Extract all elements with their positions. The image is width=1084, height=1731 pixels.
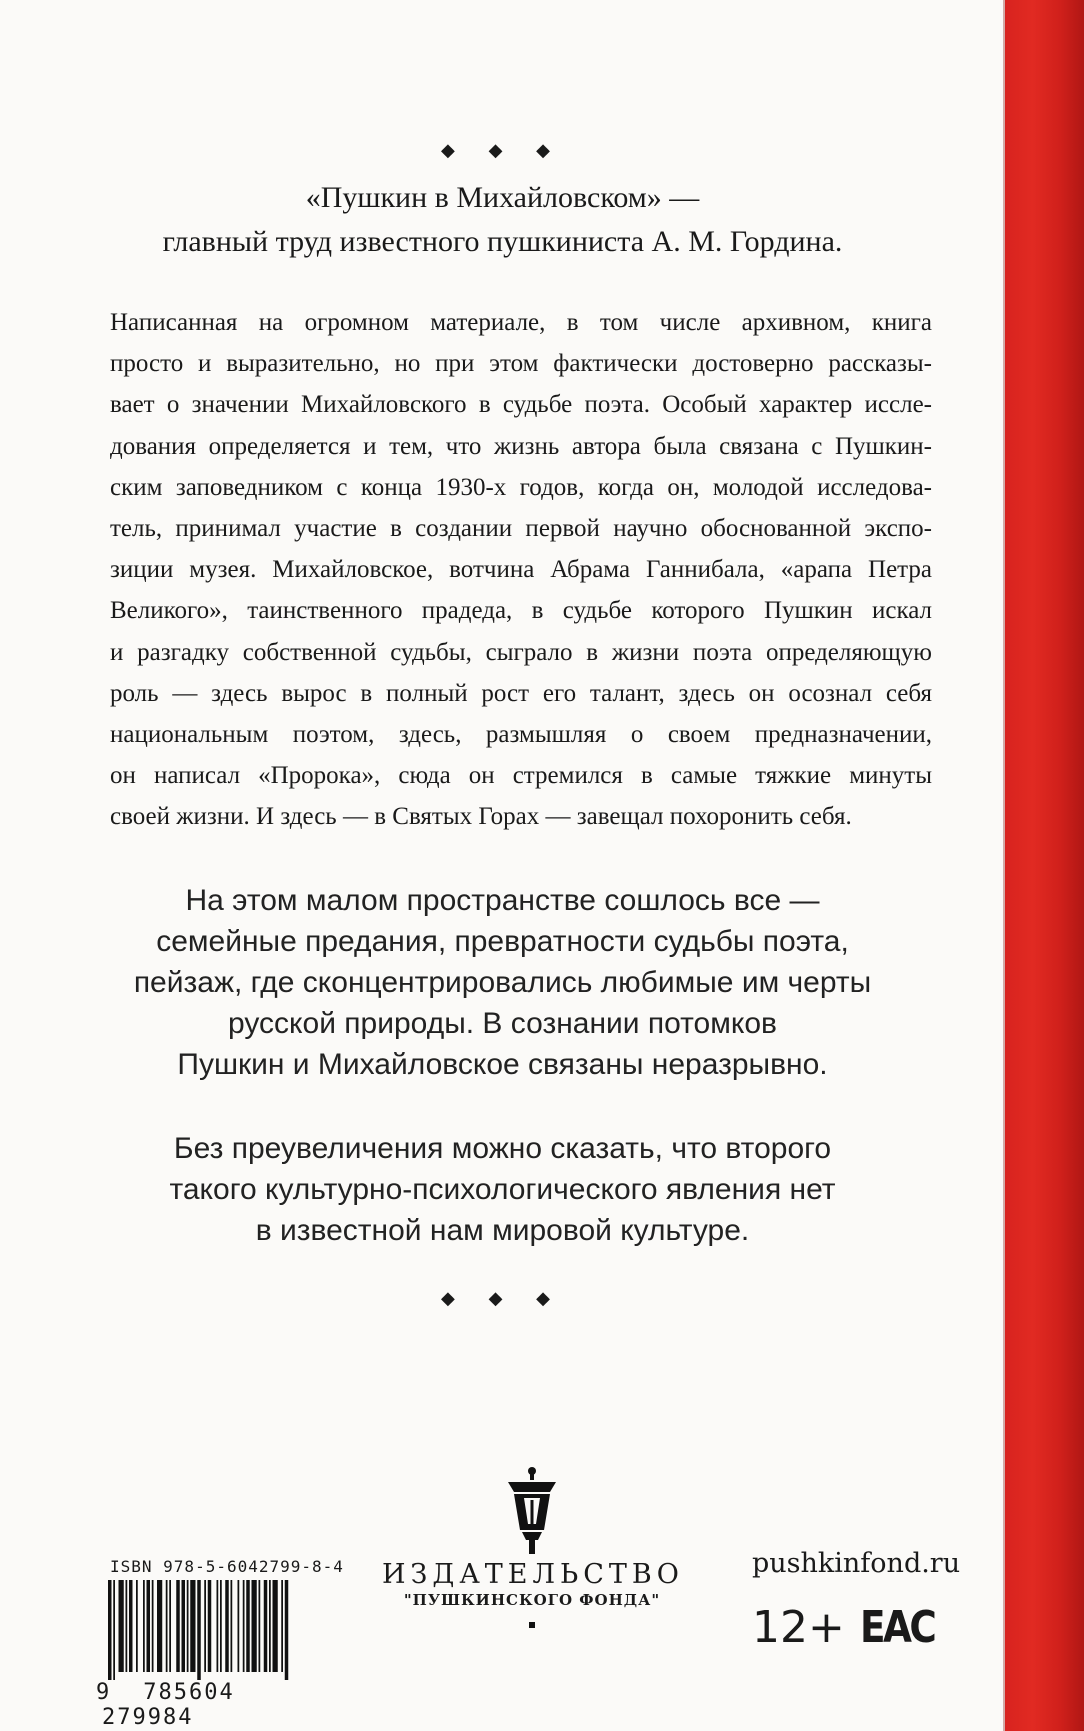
barcode-bar [264, 1580, 268, 1672]
barcode-bar [243, 1580, 245, 1672]
description-paragraph [110, 302, 932, 838]
highlight-line: На этом малом пространстве сошлось все — [185, 884, 820, 917]
isbn-label: ISBN 978-5-6042799-8-4 [110, 1557, 344, 1576]
publisher-block [382, 1560, 682, 1628]
publisher-subtitle: "ПУШКИНСКОГО ФОНДА" [403, 1591, 661, 1609]
barcode-bar [129, 1580, 133, 1672]
highlight-line: русской природы. В сознании потомков [228, 1007, 777, 1040]
barcode-bar [273, 1580, 278, 1672]
barcode-bar [157, 1580, 162, 1672]
highlight-line: в известной нам мировой культуре. [255, 1214, 750, 1247]
highlight-line: такого культурно-психологического явления нет [169, 1173, 836, 1206]
barcode-bar [204, 1580, 206, 1672]
barcode-bar [281, 1580, 283, 1672]
lantern-logo-icon [502, 1466, 562, 1554]
barcode-bar [169, 1580, 171, 1672]
barcode-bar [190, 1580, 195, 1672]
publisher-name: ИЗДАТЕЛЬСТВО [382, 1559, 684, 1590]
age-rating: 12+ [752, 1602, 845, 1653]
barcode-bar [108, 1580, 112, 1680]
lead-line: «Пушкин в Михайловском» — [305, 181, 700, 214]
body-line: дования определяется и тем, что жизнь автора была связана с Пушкин- [110, 432, 932, 460]
barcode-digits-left: 785604 [143, 1680, 235, 1705]
highlight-line: Без преувеличения можно сказать, что второго [173, 1132, 832, 1165]
eac-mark: EAC [860, 1602, 935, 1653]
body-line: просто и выразительно, но при этом фактически достоверно рассказы- [110, 350, 932, 378]
barcode-bar [119, 1580, 124, 1672]
lead-line: главный труд известного пушкиниста А. М. Гордина. [162, 225, 843, 258]
body-line: он написал «Пророка», сюда он стремился в самые тяжкие минуты [110, 762, 932, 790]
body-line: ским заповедником с конца 1930-х годов, когда он, молодой исследова- [110, 473, 932, 501]
barcode-bar [197, 1580, 201, 1680]
ornament-top: ◆ ◆ ◆ [441, 140, 564, 161]
barcode-bar [152, 1580, 154, 1672]
barcode-bar [252, 1580, 257, 1672]
barcode-bar [225, 1580, 229, 1672]
barcode-bar [220, 1580, 222, 1672]
body-line: вает о значении Михайловского в судьбе поэта. Особый характер иссле- [110, 391, 932, 419]
barcode-bar [147, 1580, 151, 1672]
body-line: и разгадку собственной судьбы, сыграло в жизни поэта определяющую [110, 638, 932, 666]
lead-paragraph [0, 176, 1005, 264]
barcode-bar [182, 1580, 186, 1672]
body-line: роль — здесь вырос в полный рост его талант, здесь он осознал себя [110, 679, 932, 707]
barcode-bar [143, 1580, 145, 1672]
highlight-line: семейные предания, превратности судьбы поэта, [156, 925, 849, 958]
body-line: Великого», таинственного прадеда, в судьбе которого Пушкин искал [110, 597, 932, 625]
barcode-bar [285, 1580, 289, 1680]
barcode-bar [187, 1580, 189, 1672]
barcode-icon [108, 1580, 346, 1680]
body-line: национальным поэтом, здесь, размышляя о своем предназначении, [110, 721, 932, 749]
body-line: своей жизни. И здесь — в Святых Горах — завещал похоронить себя. [110, 803, 852, 831]
ornament-bottom: ◆ ◆ ◆ [441, 1288, 564, 1309]
barcode-bar [231, 1580, 233, 1672]
barcode-digit-lead: 9 [96, 1680, 110, 1705]
barcode-bar [113, 1580, 115, 1680]
red-spine [1005, 0, 1084, 1731]
barcode-bar [269, 1580, 271, 1672]
barcode-bar [238, 1580, 240, 1672]
barcode-bar [136, 1580, 138, 1672]
barcode-bar [166, 1580, 168, 1672]
barcode-bar [176, 1580, 180, 1672]
barcode-bar [126, 1580, 128, 1672]
barcode-bar [217, 1580, 219, 1672]
barcode-digits [96, 1680, 356, 1730]
barcode-bar [246, 1580, 250, 1672]
body-line: Написанная на огромном материале, в том числе архивном, книга [110, 309, 932, 336]
barcode-bar [259, 1580, 261, 1672]
publisher-dot [529, 1622, 535, 1628]
barcode-bar [208, 1580, 212, 1672]
website: pushkinfond.ru [752, 1548, 961, 1579]
highlight-paragraph-2 [0, 1128, 1005, 1251]
highlight-line: пейзаж, где сконцентрировались любимые им черты [133, 966, 872, 999]
barcode-digits-right: 279984 [102, 1705, 194, 1730]
body-line: тель, принимал участие в создании первой научно обоснованной экспо- [110, 515, 932, 543]
body-line: зиции музея. Михайловское, вотчина Абрама Ганнибала, «арапа Петра [110, 556, 932, 584]
highlight-line: Пушкин и Михайловское связаны неразрывно. [177, 1048, 828, 1081]
highlight-paragraph-1 [0, 880, 1005, 1085]
